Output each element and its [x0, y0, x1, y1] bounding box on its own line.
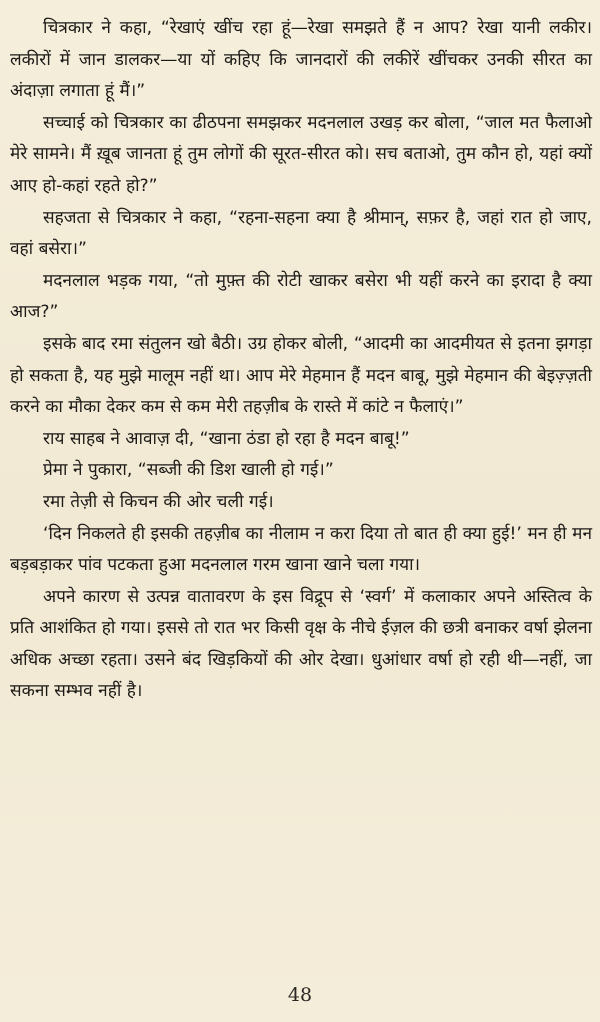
paragraph: प्रेमा ने पुकारा, “सब्जी की डिश खाली हो गई।” — [43, 460, 334, 481]
paragraph: ‘दिन निकलते ही इसकी तहज़ीब का नीलाम न करा दिया तो बात ही क्या हुई!’ मन ही मन बड़बड़ाकर पांव पटकता हुआ मदनलाल गरम खाना खाने चला गया। — [10, 523, 592, 576]
paragraph: सहजता से चित्रकार ने कहा, “रहना-सहना क्या है श्रीमान्, सफ़र है, जहां रात हो जाए, वहां बसेरा।” — [10, 207, 592, 260]
paragraph: मदनलाल भड़क गया, “तो मुफ़्त की रोटी खाकर बसेरा भी यहीं करने का इरादा है क्या आज?” — [10, 270, 592, 323]
paragraph: राय साहब ने आवाज़ दी, “खाना ठंडा हो रहा है मदन बाबू!” — [43, 428, 410, 449]
paragraph: चित्रकार ने कहा, “रेखाएं खींच रहा हूं—रेखा समझते हैं न आप? रेखा यानी लकीर। लकीरों में जान डालकर—या यों कहिए कि जानदारों की लकीरें खींचकर उनकी सीरत का अंदाज़ा लगाता हूं मैं।” — [10, 18, 592, 102]
paragraph: इसके बाद रमा संतुलन खो बैठी। उग्र होकर बोली, “आदमी का आदमीयत से इतना झगड़ा हो सकता है, यह मुझे मालूम नहीं था। आप मेरे मेहमान हैं मदन बाबू, मुझे मेहमान की बेइज़्ज़ती करने का मौका देकर कम से कम मेरी तहज़ीब के रास्ते में कांटे न फैलाएं।” — [10, 333, 592, 418]
body-text — [10, 13, 592, 708]
paragraph: अपने कारण से उत्पन्न वातावरण के इस विद्रूप से ‘स्वर्ग’ में कलाकार अपने अस्तित्व के प्रति आशंकित हो गया। इससे तो रात भर किसी वृक्ष के नीचे ईज़ल की छत्री बनाकर वर्षा झेलना अधिक अच्छा रहता। उसने बंद खिड़कियों की ओर देखा। धुआंधार वर्षा हो रही थी—नहीं, जा सकना सम्भव नहीं है। — [10, 586, 592, 702]
paragraph: रमा तेज़ी से किचन की ओर चली गई। — [43, 491, 274, 512]
paragraph: सच्चाई को चित्रकार का ढीठपना समझकर मदनलाल उखड़ कर बोला, “जाल मत फैलाओ मेरे सामने। मैं ख़ूब जानता हूं तुम लोगों की सूरत-सीरत को। सच बताओ, तुम कौन हो, यहां क्यों आए हो-कहां रहते हो?” — [10, 112, 592, 196]
page-number: 48 — [287, 984, 313, 1006]
